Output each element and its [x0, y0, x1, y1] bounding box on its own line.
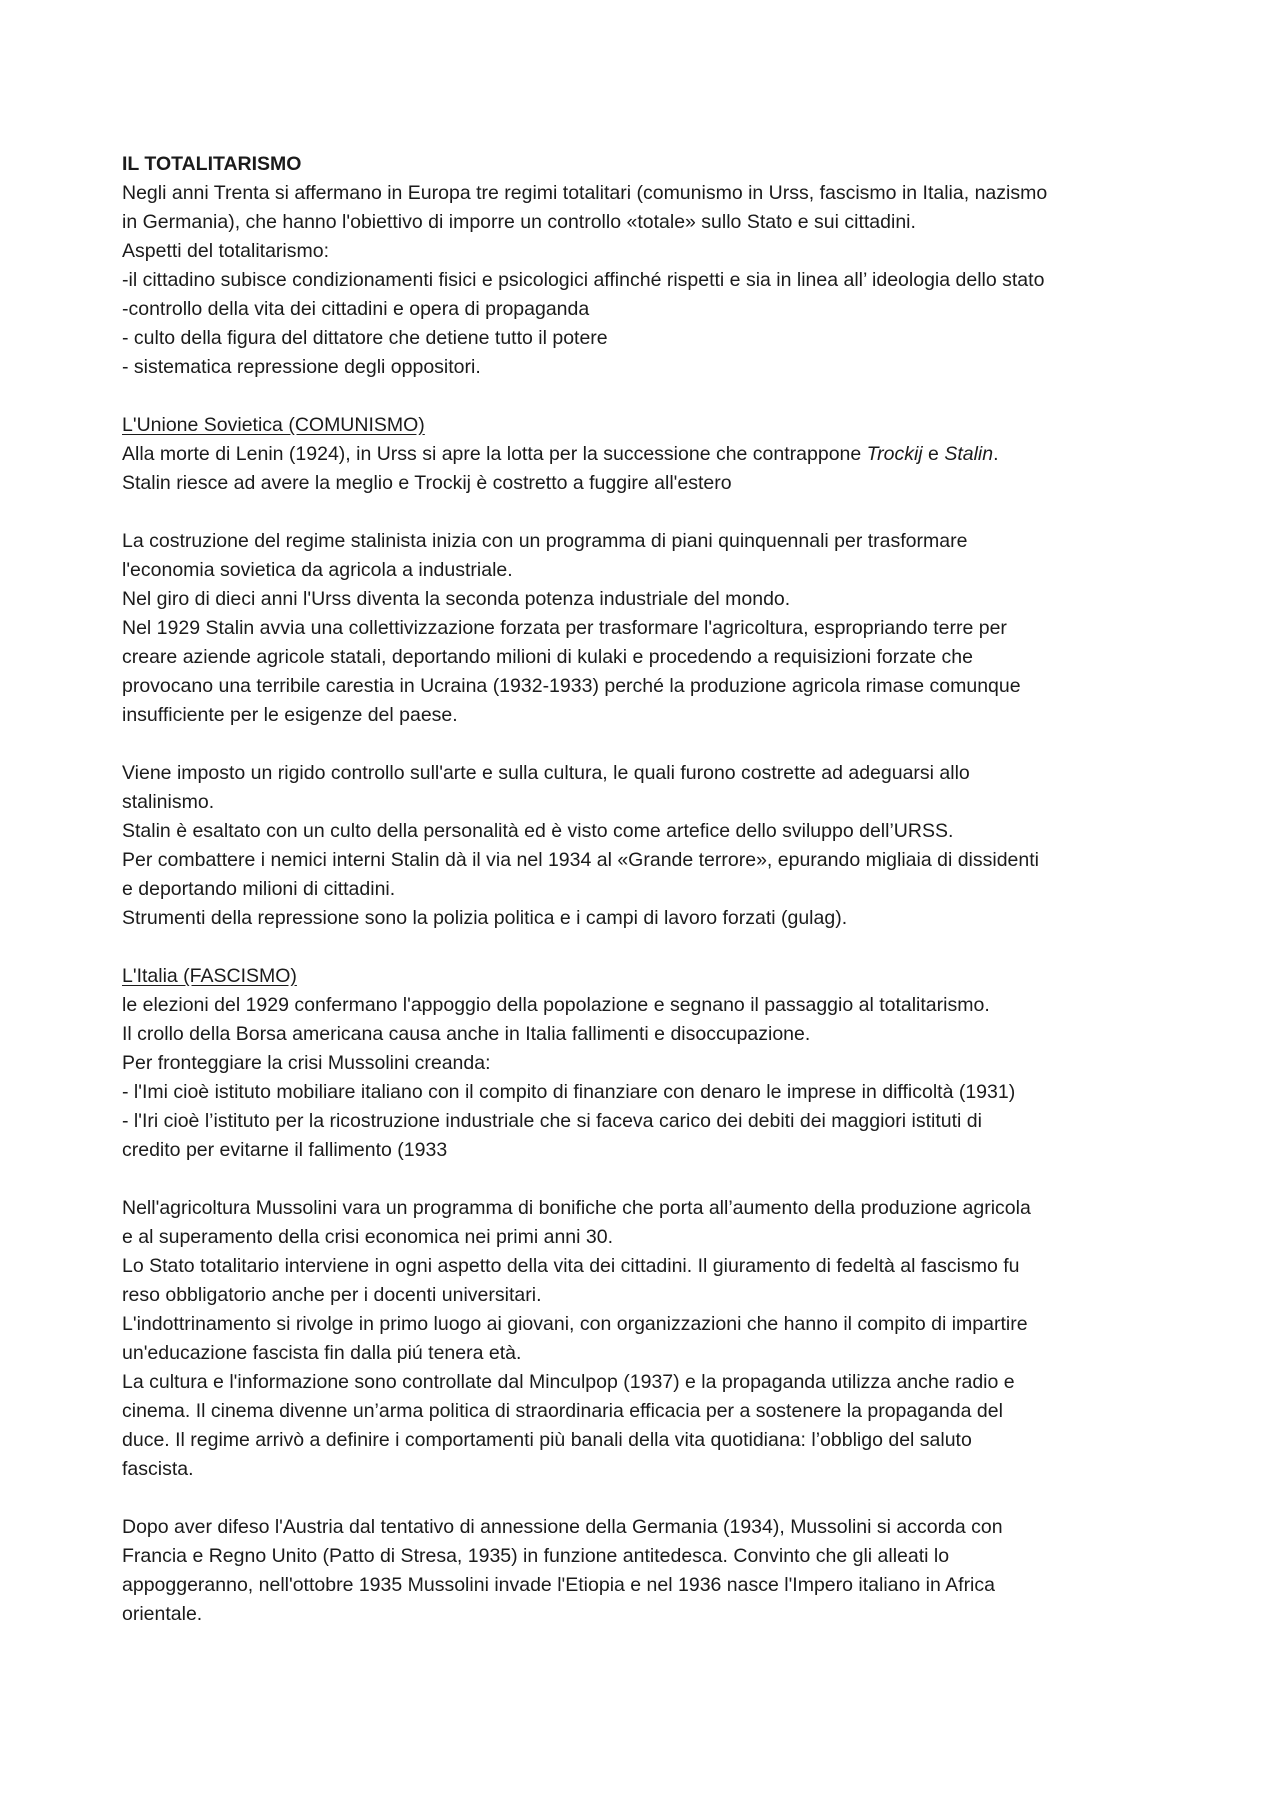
section-heading-urss: L'Unione Sovietica (COMUNISMO) — [122, 414, 425, 436]
text-line: credito per evitarne il fallimento (1933 — [122, 1139, 448, 1161]
intro-paragraph — [122, 179, 1182, 382]
text-line: Per combattere i nemici interni Stalin dà il via nel 1934 al «Grande terrore», epurando migliaia di dissidenti — [122, 849, 1039, 871]
text-line: La cultura e l'informazione sono controllate dal Minculpop (1937) e la propaganda utilizza anche radio e — [122, 1371, 1015, 1393]
urss-paragraph-3 — [122, 759, 1182, 933]
text-line — [122, 440, 1182, 469]
text-line: e deportando milioni di cittadini. — [122, 878, 396, 900]
text-line: Il crollo della Borsa americana causa anche in Italia fallimenti e disoccupazione. — [122, 1023, 811, 1045]
document-title: IL TOTALITARISMO — [122, 153, 302, 175]
text-line: -controllo della vita dei cittadini e opera di propaganda — [122, 298, 590, 320]
text-line: Viene imposto un rigido controllo sull'arte e sulla cultura, le quali furono costrette ad adeguarsi allo — [122, 762, 970, 784]
text-line: Nel giro di dieci anni l'Urss diventa la seconda potenza industriale del mondo. — [122, 588, 791, 610]
text-line: Nell'agricoltura Mussolini vara un programma di bonifiche che porta all’aumento della produzione agricola — [122, 1197, 1031, 1219]
text-line: Aspetti del totalitarismo: — [122, 240, 330, 262]
emphasis-trockij: Trockij — [866, 443, 923, 465]
text-line: L'indottrinamento si rivolge in primo luogo ai giovani, con organizzazioni che hanno il compito di impartire — [122, 1313, 1028, 1335]
text-line: Stalin è esaltato con un culto della personalità ed è visto come artefice dello sviluppo dell’URSS. — [122, 820, 954, 842]
spacer — [122, 730, 1182, 759]
text-line: Negli anni Trenta si affermano in Europa tre regimi totalitari (comunismo in Urss, fascismo in Italia, nazismo — [122, 182, 1048, 204]
italia-paragraph-1 — [122, 991, 1182, 1165]
italia-paragraph-3 — [122, 1513, 1182, 1629]
text-line: Per fronteggiare la crisi Mussolini creanda: — [122, 1052, 491, 1074]
spacer — [122, 1484, 1182, 1513]
text-line: orientale. — [122, 1603, 203, 1625]
text-line: creare aziende agricole statali, deportando milioni di kulaki e procedendo a requisizioni forzate che — [122, 646, 973, 668]
text-line: reso obbligatorio anche per i docenti universitari. — [122, 1284, 542, 1306]
text-line: Nel 1929 Stalin avvia una collettivizzazione forzata per trasformare l'agricoltura, espropriando terre per — [122, 617, 1007, 639]
spacer — [122, 933, 1182, 962]
urss-paragraph-2 — [122, 527, 1182, 730]
emphasis-stalin: Stalin — [944, 443, 994, 465]
text-segment: e — [922, 443, 945, 465]
section-heading-italia: L'Italia (FASCISMO) — [122, 965, 297, 987]
text-line: le elezioni del 1929 confermano l'appoggio della popolazione e segnano il passaggio al totalitarismo. — [122, 994, 990, 1016]
text-line: - l'Iri cioè l’istituto per la ricostruzione industriale che si faceva carico dei debiti dei maggiori istituti di — [122, 1110, 982, 1132]
text-line: fascista. — [122, 1458, 194, 1480]
spacer — [122, 382, 1182, 411]
text-line: Strumenti della repressione sono la polizia politica e i campi di lavoro forzati (gulag). — [122, 907, 848, 929]
text-line: - sistematica repressione degli oppositori. — [122, 356, 481, 378]
text-segment: Alla morte di Lenin (1924), in Urss si apre la lotta per la successione che contrappone — [122, 443, 867, 465]
text-line: e al superamento della crisi economica nei primi anni 30. — [122, 1226, 614, 1248]
text-line: La costruzione del regime stalinista inizia con un programma di piani quinquennali per trasformare — [122, 530, 968, 552]
text-segment: . — [993, 443, 999, 465]
document-page — [122, 150, 1182, 1629]
italia-paragraph-2 — [122, 1194, 1182, 1484]
text-line: provocano una terribile carestia in Ucraina (1932-1933) perché la produzione agricola rimase comunque — [122, 675, 1021, 697]
text-line: in Germania), che hanno l'obiettivo di imporre un controllo «totale» sullo Stato e sui cittadini. — [122, 211, 916, 233]
text-line: l'economia sovietica da agricola a industriale. — [122, 559, 513, 581]
text-line: Francia e Regno Unito (Patto di Stresa, 1935) in funzione antitedesca. Convinto che gli alleati lo — [122, 1545, 950, 1567]
text-line: insufficiente per le esigenze del paese. — [122, 704, 458, 726]
text-line: duce. Il regime arrivò a definire i comportamenti più banali della vita quotidiana: l’obbligo del saluto — [122, 1429, 972, 1451]
text-line: cinema. Il cinema divenne un’arma politica di straordinaria efficacia per a sostenere la propaganda del — [122, 1400, 1003, 1422]
text-line: stalinismo. — [122, 791, 215, 813]
text-line: appoggeranno, nell'ottobre 1935 Mussolini invade l'Etiopia e nel 1936 nasce l'Impero italiano in Africa — [122, 1574, 995, 1596]
spacer — [122, 498, 1182, 527]
spacer — [122, 1165, 1182, 1194]
text-line: Dopo aver difeso l'Austria dal tentativo di annessione della Germania (1934), Mussolini si accorda con — [122, 1516, 1003, 1538]
text-line: Lo Stato totalitario interviene in ogni aspetto della vita dei cittadini. Il giuramento di fedeltà al fascismo fu — [122, 1255, 1020, 1277]
text-line: - l'Imi cioè istituto mobiliare italiano con il compito di finanziare con denaro le imprese in difficoltà (1931) — [122, 1081, 1016, 1103]
text-line: Stalin riesce ad avere la meglio e Trockij è costretto a fuggire all'estero — [122, 472, 732, 494]
text-line: -il cittadino subisce condizionamenti fisici e psicologici affinché rispetti e sia in linea all’ ideologia dello stato — [122, 269, 1045, 291]
text-line: un'educazione fascista fin dalla piú tenera età. — [122, 1342, 522, 1364]
text-line: - culto della figura del dittatore che detiene tutto il potere — [122, 327, 608, 349]
